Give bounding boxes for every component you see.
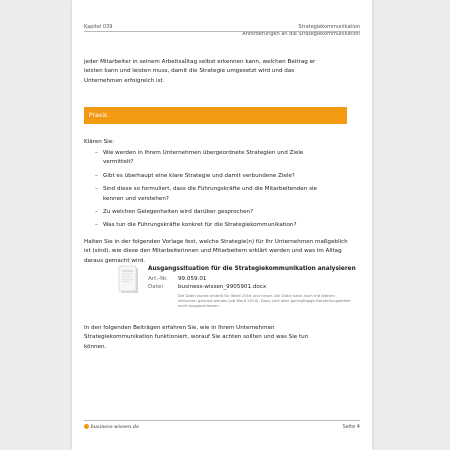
document-thumbnail-icon[interactable] xyxy=(118,265,140,295)
questions-lead: Klären Sie: xyxy=(84,139,115,145)
file-name[interactable]: business-wissen_9905901.docx xyxy=(178,284,267,290)
art-number-value: 99.059.01 xyxy=(178,276,207,282)
list-item xyxy=(84,149,334,168)
dash-bullet: – xyxy=(95,209,98,216)
dash-bullet: – xyxy=(95,186,98,193)
logo-text: business-wissen.de xyxy=(90,424,140,430)
file-label: Datei xyxy=(148,284,163,290)
question-text: Zu welchen Gelegenheiten wird darüber gesprochen? xyxy=(103,209,254,216)
list-item xyxy=(84,221,334,230)
list-item xyxy=(84,185,334,204)
vorlage-paragraph: Halten Sie in der folgenden Vorlage fest, welche Strategie(n) für Ihr Unternehmen maßgeblich ist (sind), wie diese den Mitarbeiterinnen und Mitarbeitern erklärt werden und was im Alltag daraus gemacht wird. xyxy=(84,239,348,264)
header-chapter: Kapitel 039 xyxy=(84,24,113,30)
dash-bullet: – xyxy=(95,150,98,156)
praxis-banner: Praxis xyxy=(84,107,347,124)
intro-paragraph: jeder Mitarbeiter in seinem Arbeitsalltag selbst erkennen kann, welchen Beitrag er leisten kann und leisten muss, damit die Strategie umgesetzt wird und das Unternehmen erfolgreich ist. xyxy=(84,59,316,84)
dash-bullet: – xyxy=(95,172,98,179)
header-subsection: Anforderungen an die Strategiekommunikation xyxy=(242,30,360,37)
question-text: Gibt es überhaupt eine klare Strategie und damit verbundene Ziele? xyxy=(103,172,295,179)
header-section: Strategiekommunikation xyxy=(298,24,360,30)
question-list xyxy=(84,149,334,235)
download-title[interactable]: Ausgangssituation für die Strategiekommunikation analysieren xyxy=(148,266,356,272)
art-number-label: Art.-Nr. xyxy=(148,276,168,282)
question-text: Was tun die Führungskräfte konkret für die Strategiekommunikation? xyxy=(103,222,297,229)
brand-logo xyxy=(84,424,139,430)
dash-bullet: – xyxy=(95,222,98,229)
page-number: Seite 4 xyxy=(342,424,360,430)
logo-dot-icon xyxy=(84,424,89,429)
header-divider xyxy=(84,31,360,32)
list-item xyxy=(84,208,334,217)
document-page xyxy=(72,0,372,450)
outro-paragraph: In den folgenden Beiträgen erfahren Sie, wie in Ihrem Unternehmen Strategiekommunikation funktioniert, worauf Sie achten sollten und was Sie tun können. xyxy=(84,325,309,350)
footer-divider xyxy=(84,420,360,421)
file-compat-note: Die Datei wurde erstellt für Word 2016 und neuer. Die Datei kann auch mit älteren Versionen genutzt werden (ab Word 2010). Dazu sind aber geringfügige Darstellungsfehler nicht ausgeschlossen. xyxy=(178,293,351,309)
question-text: Sind diese so formuliert, dass die Führungskräfte und die Mitarbeitenden sie kennen und verstehen? xyxy=(103,186,317,202)
question-text: Wie werden in Ihrem Unternehmen übergeordnete Strategien und Ziele vermittelt? xyxy=(103,150,304,166)
list-item xyxy=(84,172,334,181)
